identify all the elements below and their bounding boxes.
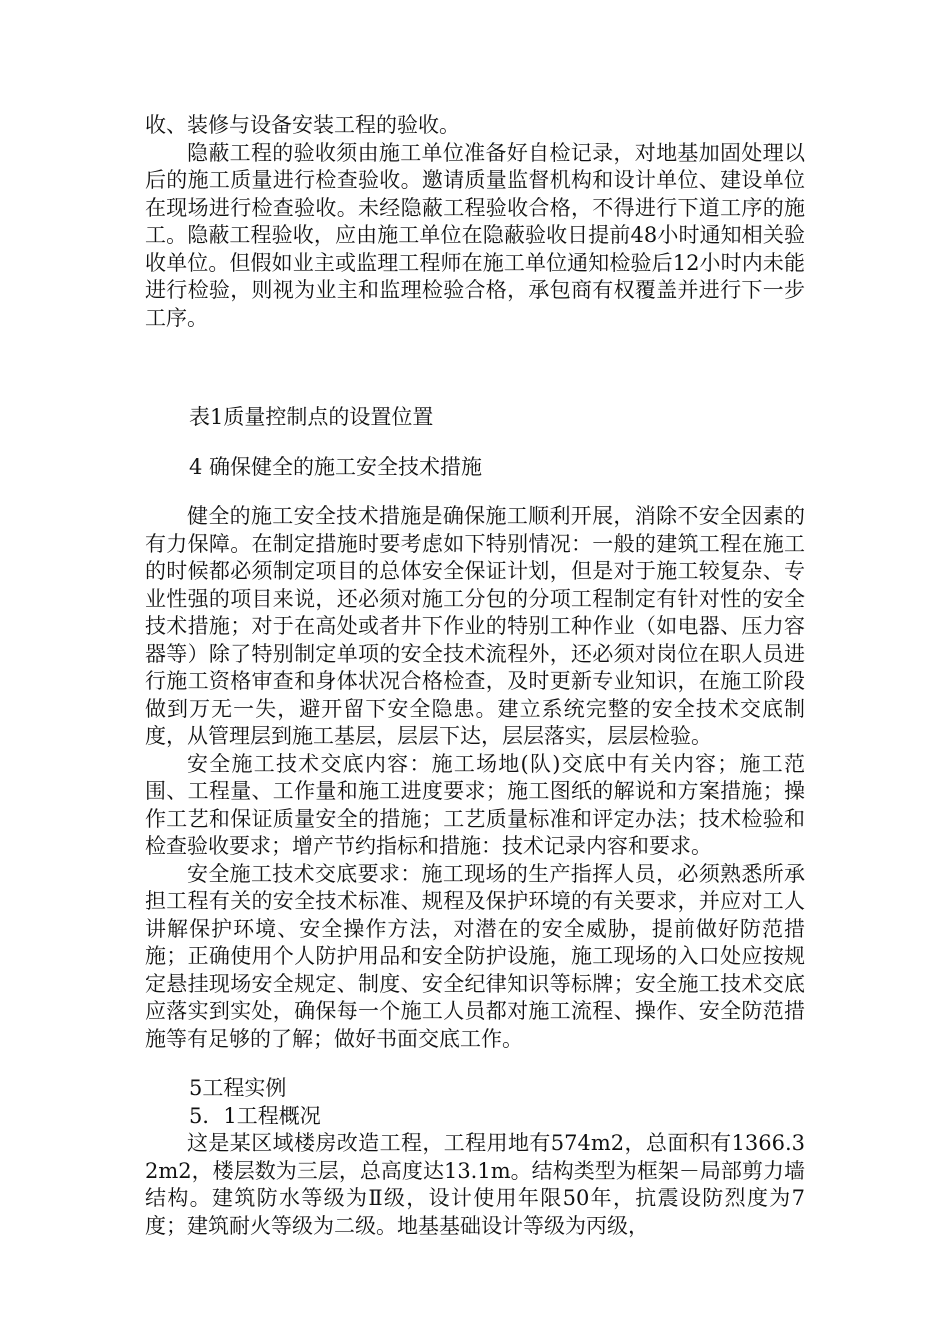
spacer (145, 1053, 805, 1075)
section-5-heading: 5工程实例 (189, 1076, 287, 1100)
section-5-1-paragraph-project-overview: 这是某区域楼房改造工程，工程用地有574m2，总面积有1366.32m2，楼层数为三层，总高度达13.1m。结构类型为框架－局部剪力墙结构。建筑防水等级为Ⅱ级，设计使用年限50年，抗震设防烈度为7度；建筑耐火等级为二级。地基基础设计等级为丙级， (145, 1131, 805, 1238)
section-4-paragraph-briefing-content: 安全施工技术交底内容：施工场地(队)交底中有关内容；施工范围、工程量、工作量和施工进度要求；施工图纸的解说和方案措施；操作工艺和保证质量安全的措施；工艺质量标准和评定办法；技术检验和检查验收要求；增产节约指标和措施：技术记录内容和要求。 (145, 751, 805, 858)
section-5-1-heading: 5．1工程概况 (189, 1103, 321, 1128)
section-4-heading: 4 确保健全的施工安全技术措施 (189, 454, 483, 479)
table-caption: 表1质量控制点的设置位置 (189, 405, 434, 429)
document-body (145, 112, 805, 1240)
paragraph-continuation: 收、装修与设备安装工程的验收。 (145, 113, 460, 137)
section-4-paragraph-briefing-requirements: 安全施工技术交底要求：施工现场的生产指挥人员，必须熟悉所承担工程有关的安全技术标准、规程及保护环境的有关要求，并应对工人讲解保护环境、安全操作方法，对潜在的安全威胁，提前做好防范措施；正确使用个人防护用品和安全防护设施，施工现场的入口处应按规定悬挂现场安全规定、制度、安全纪律知识等标牌；安全施工技术交底应落实到实处，确保每一个施工人员都对施工流程、操作、安全防范措施等有足够的了解；做好书面交底工作。 (145, 861, 805, 1051)
paragraph-concealed-works-acceptance: 隐蔽工程的验收须由施工单位准备好自检记录，对地基加固处理以后的施工质量进行检查验收。邀请质量监督机构和设计单位、建设单位在现场进行检查验收。未经隐蔽工程验收合格，不得进行下道工序的施工。隐蔽工程验收，应由施工单位在隐蔽验收日提前48小时通知相关验收单位。但假如业主或监理工程师在施工单位通知检验后12小时内未能进行检验，则视为业主和监理检验合格，承包商有权覆盖并进行下一步工序。 (145, 140, 805, 330)
spacer (145, 332, 805, 404)
section-4-paragraph-safety-measures: 健全的施工安全技术措施是确保施工顺利开展，消除不安全因素的有力保障。在制定措施时要考虑如下特别情况：一般的建筑工程在施工的时候都必须制定项目的总体安全保证计划，但是对于施工较复杂、专业性强的项目来说，还必须对施工分包的分项工程制定有针对性的安全技术措施；对于在高处或者井下作业的特别工种作业（如电器、压力容器等）除了特别制定单项的安全技术流程外，还必须对岗位在职人员进行施工资格审查和身体状况合格检查，及时更新专业知识，在施工阶段做到万无一失，避开留下安全隐患。建立系统完整的安全技术交底制度，从管理层到施工基层，层层下达，层层落实，层层检验。 (145, 504, 805, 748)
spacer (145, 432, 805, 454)
spacer (145, 481, 805, 503)
